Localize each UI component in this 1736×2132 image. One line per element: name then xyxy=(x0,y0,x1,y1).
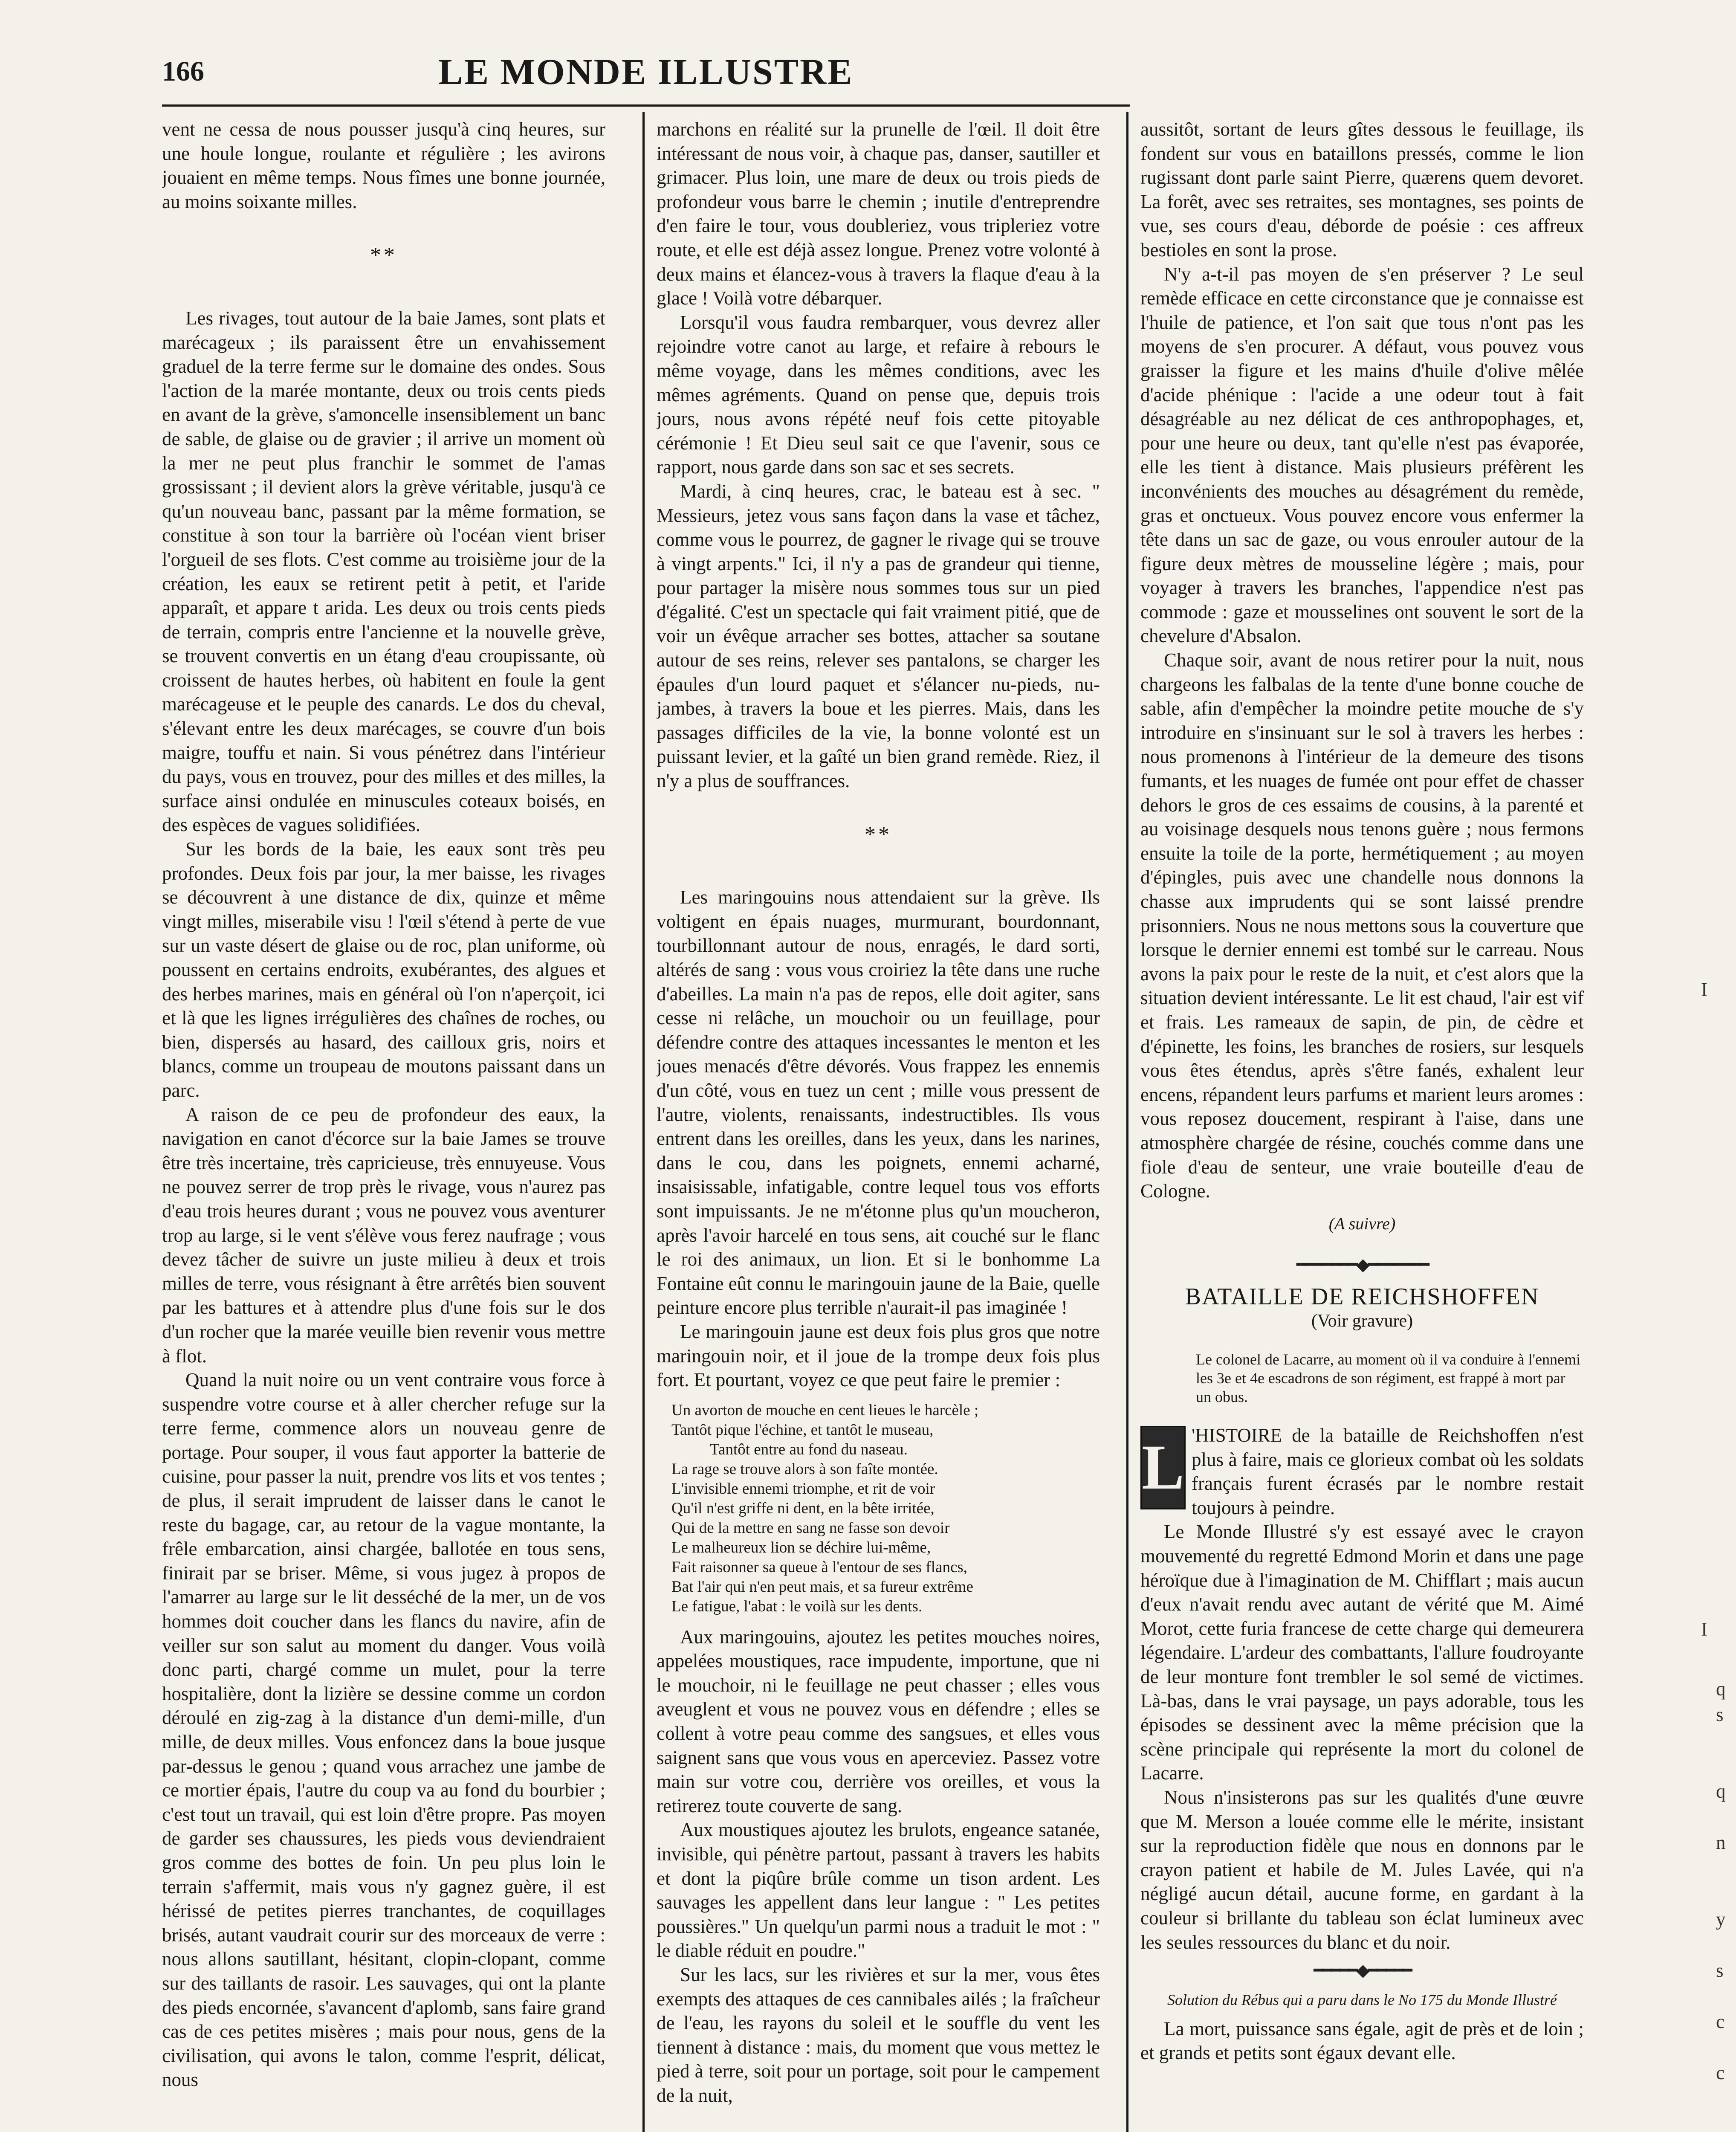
page-number: 166 xyxy=(162,56,204,87)
poem-line: Le malheureux lion se déchire lui-même, xyxy=(671,1538,931,1556)
column-rule-1 xyxy=(642,112,645,2132)
paragraph: A raison de ce peu de profondeur des eaux, la navigation en canot d'écorce sur la baie James se trouve être très incertaine, très capricieuse, très ennuyeuse. Vous ne pouvez serrer de trop près le rivage, vous n'aurez pas d'eau trois heures durant ; vous ne pouvez vous aventurer trop au large, si le vent s'élève vous ferez naufrage ; vous devez tâcher de suivre un juste milieu à deux et trois milles de terre, vous résignant à être arrêtés bien souvent par les battures et à attendre plus d'une fois sur le dos d'un rocher que la marée veuille bien revenir vous mettre à flot. xyxy=(162,1104,605,1367)
bleed-letter: I xyxy=(1701,1619,1707,1640)
paragraph: Les rivages, tout autour de la baie James, sont plats et marécageux ; ils paraissent être un envahissement graduel de la terre ferme sur le domaine des ondes. Sous l'action de la marée montante, deux ou trois cents pieds en avant de la grève, s'amoncelle insensiblement un banc de sable, de glaise ou de gravier ; il arrive un moment où la mer ne peut plus franchir le sommet de l'amas grossissant ; il devient alors la grève véritable, jusqu'à ce qu'un nouveau banc, passant par la même formation, se constitue à son tour la barrière où l'océan vient briser l'orgueil de ses flots. C'est comme au troisième jour de la création, les eaux se retirent petit à petit, et l'aride apparaît, et appare t arida. Les deux ou trois cents pieds de terrain, compris entre l'ancienne et la nouvelle grève, se trouvent convertis en un étang d'eau croupissante, où croissent de hautes herbes, où habitent en foule la gent marécageuse et le peuple des canards. Le dos du cheval, s'élevant entre les deux marécages, se couvre d'un bois maigre, touffu et nain. Si vous pénétrez dans l'intérieur du pays, vous en trouvez, pour des milles et des milles, la surface ainsi ondulée en minuscules coteaux boisés, en des espèces de vagues solidifiées. xyxy=(162,307,605,836)
bleed-letter: q xyxy=(1716,1678,1726,1700)
header-rule xyxy=(162,104,1130,107)
poem-line: Qui de la mettre en sang ne fasse son devoir xyxy=(671,1519,950,1537)
poem-line: Tantôt pique l'échine, et tantôt le museau, xyxy=(671,1421,934,1439)
facing-page-bleed xyxy=(1637,117,1736,2132)
paragraph: Mardi, à cinq heures, crac, le bateau est à sec. " Messieurs, jetez vous sans façon dans la vase et tâchez, comme vous le pourrez, de gagner le rivage qui se trouve à vingt arpents." Ici, il n'y a pas de grandeur qui tienne, pour partager la misère nous sommes tous sur un pied d'égalité. C'est un spectacle qui fait vraiment pitié, que de voir un évêque arracher ses bottes, attacher sa soutane autour de ses reins, relever ses pantalons, se charger les épaules d'un lourd paquet et s'élancer nu-pieds, nu-jambes, à travers la boue et les pierres. Mais, dans les passages difficiles de la vie, la bonne volonté est un puissant levier, et la gaîté un bien grand remède. Riez, il n'y a plus de souffrances. xyxy=(657,480,1100,792)
paragraph: Aux moustiques ajoutez les brulots, engeance satanée, invisible, qui pénètre partout, passant à travers les habits et dont la piqûre brûle comme un tison ardent. Les sauvages les appellent dans leur langue : " Les petites poussières." Un quelqu'un parmi nous a traduit le mot : " le diable réduit en poudre." xyxy=(657,1819,1100,1961)
poem-line: Fait raisonner sa queue à l'entour de ses flancs, xyxy=(671,1558,968,1576)
column-2 xyxy=(657,117,1100,2132)
paragraph: L 'HISTOIRE de la bataille de Reichshoffen n'est plus à faire, mais ce glorieux combat où les soldats français furent écrasés par le nombre restait toujours à peindre. xyxy=(1140,1423,1584,1520)
poem-line: Un avorton de mouche en cent lieues le harcèle ; xyxy=(671,1401,979,1419)
bleed-letter: I xyxy=(1701,979,1707,1000)
ornament-divider-icon: ━━━━━━━◆━━━━━━━ xyxy=(1296,1255,1428,1275)
paragraph: La mort, puissance sans égale, agit de près et de loin ; et grands et petits sont égaux devant elle. xyxy=(1140,2018,1584,2064)
ornament-divider-icon: ━━━━━◆━━━━━ xyxy=(1314,1961,1411,1980)
paragraph: Sur les bords de la baie, les eaux sont très peu profondes. Deux fois par jour, la mer baisse, les rivages se découvrent à une distance de dix, quinze et même vingt milles, miserabile visu ! l'œil s'étend à perte de vue sur un vaste désert de glaise ou de roc, plan uniforme, où poussent en certains endroits, exubérantes, des algues et des herbes marines, mais en général où l'on n'aperçoit, ici et là que les lignes irrégulières des chaînes de roches, ou bien, dispersés au hasard, des cailloux gris, noirs et blancs, comme un troupeau de moutons paissant dans un parc. xyxy=(162,838,605,1101)
paragraph: Aux maringouins, ajoutez les petites mouches noires, appelées moustiques, race impudente, importune, que ni le mouchoir, ni le feuillage ne peut chasser ; elles vous aveuglent et vous ne pouvez vous en défendre ; elles se collent à votre peau comme des sangsues, et elles vous saignent sans que vous vous en aperceviez. Passez votre main sur votre cou, derrière vos oreilles, et vous la retirerez toute couverte de sang. xyxy=(657,1626,1100,1816)
bleed-letter: c xyxy=(1716,2011,1724,2032)
section-subtitle: (Voir gravure) xyxy=(1311,1311,1413,1331)
poem-line: La rage se trouve alors à son faîte montée. xyxy=(671,1460,938,1478)
paragraph: Les maringouins nous attendaient sur la grève. Ils voltigent en épais nuages, murmurant, bourdonnant, tourbillonnant autour de nous, enragés, le dard sorti, altérés de sang : vous vous croiriez la tête dans une ruche d'abeilles. La main n'a pas de repos, elle doit agiter, sans cesse ni relâche, un mouchoir ou un feuillage, pour défendre contre des attaques incessantes le menton et les joues menacés d'être dévorés. Vous frappez les ennemis d'un côté, vous en tuez un cent ; mille vous pressent de l'autre, violents, renaissants, indestructibles. Ils vous entrent dans les oreilles, dans les yeux, dans les narines, dans le cou, dans les poignets, ennemi acharné, insaisissable, infatigable, contre lequel tous vos efforts sont impuissants. Je ne m'étonne plus qu'un moucheron, après l'avoir harcelé en tous sens, ait couché sur le flanc le roi des animaux, un lion. Et si le bonhomme La Fontaine eût connu le maringouin jaune de la Baie, quelle peinture encore plus terrible n'aurait-il pas imaginée ! xyxy=(657,886,1100,1318)
paragraph: Lorsqu'il vous faudra rembarquer, vous devrez aller rejoindre votre canot au large, et refaire à rebours le même voyage, dans les mêmes conditions, avec les mêmes agréments. Quand on pense que, depuis trois jours, nous avons répété neuf fois cette pitoyable cérémonie ! Et Dieu seul sait ce que l'avenir, sous ce rapport, nous garde dans son sac et ses secrets. xyxy=(657,311,1100,478)
paragraph: N'y a-t-il pas moyen de s'en préserver ? Le seul remède efficace en cette circonstance que je connaisse est l'huile de patience, et l'on sait que tous n'ont pas les moyens de s'en procurer. A défaut, vous pouvez vous graisser la figure et les mains d'huile d'olive mêlée d'acide phénique : l'acide a une odeur tout à fait désagréable au nez délicat de ces anthropophages, et, pour une heure ou deux, tant qu'elle n'est pas évaporée, elle les tient à distance. Mais plusieurs préfèrent les inconvénients des mouches au désagrément du remède, gras et onctueux. Vous pouvez encore vous enfermer la tête dans un sac de gaze, ou vous enrouler autour de la figure deux mètres de mousseline légère ; mais, pour voyager à travers les branches, l'appendice n'est pas commode : gaze et mousselines ont souvent le sort de la chevelure d'Absalon. xyxy=(1140,263,1584,647)
paragraph: marchons en réalité sur la prunelle de l'œil. Il doit être intéressant de nous voir, à chaque pas, danser, sautiller et grimacer. Plus loin, une mare de deux ou trois pieds de profondeur vous barre le chemin ; inutile d'entreprendre d'en faire le tour, vous doubleriez, vous tripleriez votre route, et elle est déjà assez longue. Prenez votre volonté à deux mains et élancez-vous à travers la flaque d'eau à la glace ! Voilà votre débarquer. xyxy=(657,119,1100,309)
engraving-caption: Le colonel de Lacarre, au moment où il va conduire à l'ennemi les 3e et 4e escadrons de son régiment, est frappé à mort par un obus. xyxy=(1196,1351,1581,1406)
rebus-solution-heading: Solution du Rébus qui a paru dans le No 175 du Monde Illustré xyxy=(1167,1991,1557,2008)
section-title: BATAILLE DE REICHSHOFFEN xyxy=(1185,1283,1539,1310)
paragraph: Sur les lacs, sur les rivières et sur la mer, vous êtes exempts des attaques de ces cannibales ailés ; la fraîcheur de l'eau, les rayons du soleil et le souffle du vent les tiennent à distance : mais, du moment que vous mettez le pied à terre, soit pour un portage, soit pour le campement de la nuit, xyxy=(657,1964,1100,2106)
paragraph: Le Monde Illustré s'y est essayé avec le crayon mouvementé du regretté Edmond Morin et dans une page héroïque due à l'imagination de M. Chifflart ; mais aucun d'eux n'avait rendu avec autant de vérité que M. Aimé Morot, cette furia francese de cette charge qui demeurera légendaire. L'ardeur des combattants, l'allure foudroyante de leur monture font trembler le sol semé de victimes. Là-bas, dans le vrai paysage, un pays adorable, tous les épisodes se dessinent avec la même précision que la scène principale qui représente la mort du colonel de Lacarre. xyxy=(1140,1521,1584,1784)
bleed-letter: n xyxy=(1716,1832,1726,1853)
asterism: ** xyxy=(370,243,397,268)
page-header xyxy=(162,50,1130,101)
column-3 xyxy=(1140,117,1584,2132)
column-1 xyxy=(162,117,605,2132)
poem-line: Bat l'air qui n'en peut mais, et sa fureur extrême xyxy=(671,1578,973,1596)
poem-line: Le fatigue, l'abat : le voilà sur les dents. xyxy=(671,1597,923,1615)
poem-line: Tantôt entre au fond du naseau. xyxy=(710,1440,908,1458)
bleed-letter: y xyxy=(1716,1909,1726,1930)
asterism: ** xyxy=(865,822,892,847)
paragraph: Chaque soir, avant de nous retirer pour la nuit, nous chargeons les falbalas de la tente d'une bonne couche de sable, afin d'empêcher la moindre petite mouche de s'y introduire en s'insinuant sur le sol à travers les herbes : nous promenons à l'intérieur de la demeure des tisons fumants, et les nuages de fumée ont pour effet de chasser dehors le gros de ces essaims de cousins, à la parenté et au voisinage desquels nous tenons guère ; nous fermons ensuite la toile de la porte, hermétiquement ; au moyen d'épingles, puis avec une chandelle nous donnons la chasse aux imprudents qui se sont laissé prendre prisonniers. Nous ne nous mettons sous la couverture que lorsque le dernier ennemi est tombé sur le carreau. Nous avons la paix pour le reste de la nuit, et c'est alors que la situation devient intéressante. Le lit est chaud, l'air est vif et frais. Les rameaux de sapin, de pin, de cèdre et d'épinette, les foins, les branches de rosiers, sur lesquels vous êtes étendus, après s'être fanés, exhalent leur encens, répandent leurs parfums et marient leurs aromes : vous reposez doucement, respirant à l'aise, dans une atmosphère chargée de résine, couchés comme dans une fiole d'eau de senteur, une vraie bouteille d'eau de Cologne. xyxy=(1140,649,1584,1202)
bleed-letter: c xyxy=(1716,2062,1724,2083)
paragraph: Quand la nuit noire ou un vent contraire vous force à suspendre votre course et à aller chercher refuge sur la terre ferme, commence alors un nouveau genre de portage. Pour souper, il vous faut apporter la batterie de cuisine, pour passer la nuit, prendre vos lits et vos tentes ; de plus, il serait imprudent de laisser dans le canot le reste du bagage, car, au retour de la vague montante, la frêle embarcation, ainsi chargée, ballotée en tous sens, finirait par se briser. Même, si vous jugez à propos de l'amarrer au large sur le lit desséché de la mer, un de vos hommes doit coucher dans les flancs du navire, afin de veiller sur son salut au moment du danger. Vous voilà donc parti, chargé comme un mulet, pour la terre hospitalière, dont la lizière se dessine comme un cordon déroulé en zig-zag à la distance d'un demi-mille, d'un mille, de deux milles. Vous enfoncez dans la boue jusque par-dessus le genou ; quand vous arrachez une jambe de ce mortier épais, l'autre du coup va au fond du bourbier ; c'est tout un travail, qui est loin d'être propre. Pas moyen de garder ses chaussures, les pieds vous deviendraient gros comme des bottes de foin. Un peu plus loin le terrain s'affermit, mais vous n'y gagnez guère, il est hérissé de petites pierres tranchantes, de coquillages brisés, autant vaudrait courir sur des morceaux de verre : nous allons sautillant, hésitant, clopin-clopant, comme sur des taillants de rasoir. Les sauvages, qui ont la plante des pieds encornée, s'avancent d'aplomb, sans faire grand cas de ces petites misères ; mais pour nous, gens de la civilisation, qui avons le talon, comme l'esprit, délicat, nous xyxy=(162,1369,605,2091)
drop-cap-letter: L xyxy=(1140,1426,1186,1509)
paragraph: aussitôt, sortant de leurs gîtes dessous le feuillage, ils fondent sur vous en bataillons pressés, comme le lion rugissant dont parle saint Pierre, quærens quem devoret. La forêt, avec ses retraites, ses montagnes, ses points de vue, ses cours d'eau, déborde de poésie : ces affreux bestioles en sont la prose. xyxy=(1140,119,1584,261)
masthead: LE MONDE ILLUSTRE xyxy=(438,51,854,92)
paragraph: vent ne cessa de nous pousser jusqu'à cinq heures, sur une houle longue, roulante et régulière ; les avirons jouaient en même temps. Nous fîmes une bonne journée, au moins soixante milles. xyxy=(162,119,605,212)
poem-line: L'invisible ennemi triomphe, et rit de voir xyxy=(671,1480,935,1498)
column-rule-2 xyxy=(1126,112,1128,2132)
bleed-letter: q xyxy=(1716,1781,1726,1802)
paragraph: Le maringouin jaune est deux fois plus gros que notre maringouin noir, et il joue de la trompe deux fois plus fort. Et pourtant, voyez ce que peut faire le premier : xyxy=(657,1321,1100,1391)
bleed-letter: s xyxy=(1716,1960,1724,1981)
to-be-continued: (A suivre) xyxy=(1328,1214,1396,1233)
paragraph: Nous n'insisterons pas sur les qualités d'une œuvre que M. Merson a louée comme elle le mérite, insistant sur la reproduction fidèle que nous en donnons par le crayon patient et habile de M. Jules Lavée, qui n'a négligé aucun détail, aucune forme, en gardant à la couleur si brillante du tableau son éclat lumineux avec les seules ressources du blanc et du noir. xyxy=(1140,1787,1584,1953)
bleed-letter: s xyxy=(1716,1704,1724,1725)
poem-line: Qu'il n'est griffe ni dent, en la bête irritée, xyxy=(671,1499,935,1517)
poem-quote xyxy=(671,1401,1100,1616)
